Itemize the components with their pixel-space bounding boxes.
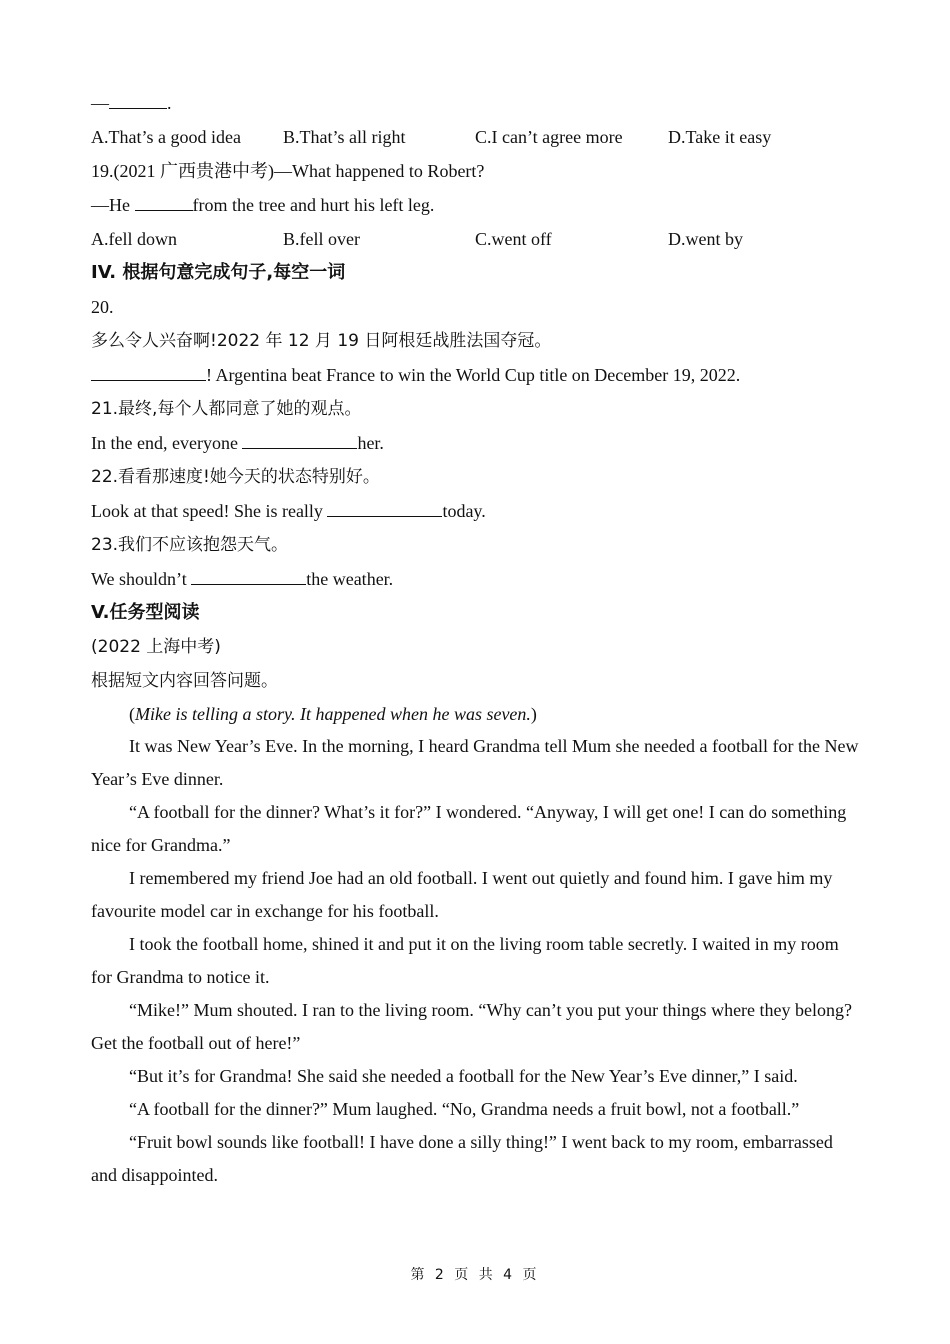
- q18-option-c: C.I can’t agree more: [475, 127, 623, 147]
- story-paragraph: I remembered my friend Joe had an old football. I went out quietly and found him. I gave him my favourite model car in exchange for his football.: [91, 868, 833, 921]
- q20-chinese: 多么令人兴奋啊!2022 年 12 月 19 日阿根廷战胜法国夺冠。: [91, 331, 552, 351]
- story-paragraph: “But it’s for Grandma! She said she needed a football for the New Year’s Eve dinner,” I said.: [129, 1066, 798, 1086]
- section-5-source: (2022 上海中考): [91, 637, 221, 657]
- q23-chinese: 23.我们不应该抱怨天气。: [91, 535, 289, 555]
- q19-option-b: B.fell over: [283, 229, 360, 249]
- q22-chinese: 22.看看那速度!她今天的状态特别好。: [91, 467, 380, 487]
- q18-option-a: A.That’s a good idea: [91, 127, 241, 147]
- q21-english: In the end, everyone her.: [91, 426, 861, 460]
- page-number-footer: 第 2 页 共 4 页: [410, 1267, 540, 1283]
- q18-option-b: B.That’s all right: [283, 127, 406, 147]
- section-4-heading: IV. 根据句意完成句子,每空一词: [91, 262, 346, 283]
- section-5-heading: V.任务型阅读: [91, 602, 200, 623]
- q18-reply: — .: [91, 86, 861, 120]
- q18-option-d: D.Take it easy: [668, 127, 772, 147]
- story-note: (Mike is telling a story. It happened when he was seven.): [129, 704, 537, 724]
- answer-blank: [242, 426, 357, 449]
- q20-english: ! Argentina beat France to win the World Cup title on December 19, 2022.: [91, 358, 861, 392]
- q20-number: 20.: [91, 297, 114, 317]
- q19-option-a: A.fell down: [91, 229, 177, 249]
- story-paragraph: It was New Year’s Eve. In the morning, I heard Grandma tell Mum she needed a football for the New Year’s Eve dinner.: [91, 736, 859, 789]
- q21-chinese: 21.最终,每个人都同意了她的观点。: [91, 399, 362, 419]
- answer-blank: [135, 188, 193, 211]
- answer-blank: [327, 494, 442, 517]
- story-paragraph: “Mike!” Mum shouted. I ran to the living room. “Why can’t you put your things where they belong? Get the football out of here!”: [91, 1000, 853, 1053]
- section-5-instruction: 根据短文内容回答问题。: [91, 671, 278, 691]
- answer-blank: [91, 358, 206, 381]
- q22-english: Look at that speed! She is really today.: [91, 494, 861, 528]
- q18-options: [91, 120, 861, 154]
- story-paragraph: I took the football home, shined it and put it on the living room table secretly. I waited in my room for Grandma to notice it.: [91, 934, 839, 987]
- q19-option-c: C.went off: [475, 229, 552, 249]
- document-page: [91, 86, 861, 1192]
- q19-reply: —He from the tree and hurt his left leg.: [91, 188, 861, 222]
- q19-question: 19.(2021 广西贵港中考)—What happened to Robert?: [91, 161, 485, 181]
- q19-option-d: D.went by: [668, 229, 743, 249]
- answer-blank: [191, 562, 306, 585]
- q19-options: [91, 222, 861, 256]
- answer-blank: [109, 86, 167, 109]
- story-paragraph: “A football for the dinner? What’s it for?” I wondered. “Anyway, I will get one! I can do something nice for Grandma.”: [91, 802, 847, 855]
- q23-english: We shouldn’t the weather.: [91, 562, 861, 596]
- story-paragraph: “A football for the dinner?” Mum laughed. “No, Grandma needs a fruit bowl, not a football.”: [129, 1099, 800, 1119]
- story-paragraph: “Fruit bowl sounds like football! I have done a silly thing!” I went back to my room, embarrassed and disappointed.: [91, 1132, 833, 1185]
